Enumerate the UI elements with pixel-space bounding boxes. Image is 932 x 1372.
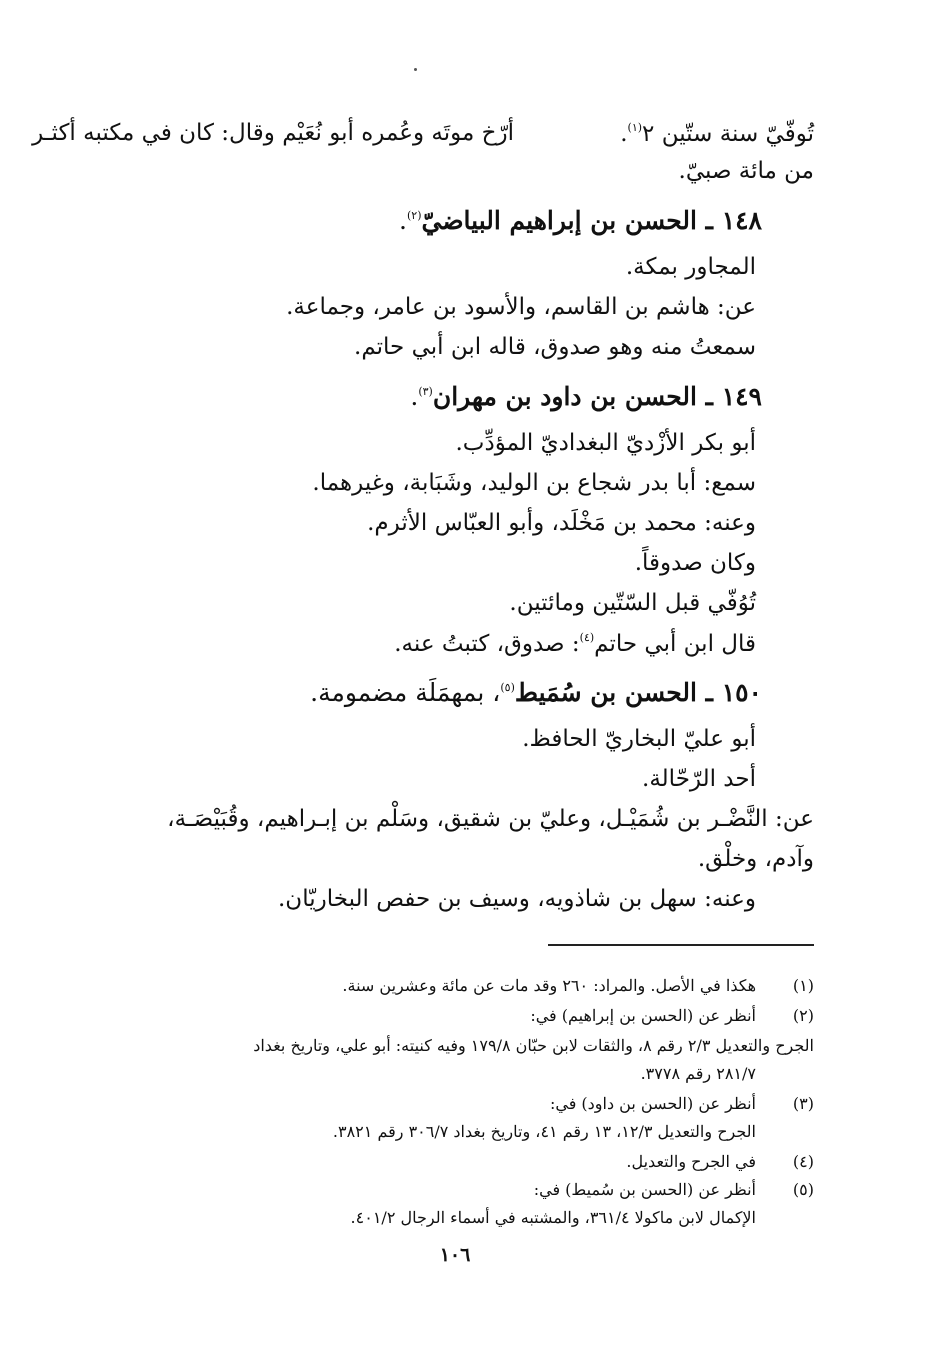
footnote-ref: (٣)	[418, 385, 433, 398]
footnote-ref: (٢)	[406, 209, 422, 222]
heading-text: ١٤٩ ـ الحسن بن داود بن مهران	[432, 382, 762, 411]
text-line: من مائة صبيّ.	[678, 158, 814, 184]
heading-text: .	[399, 206, 407, 235]
footnote-number: (٣)	[792, 1094, 814, 1113]
text-line: أبو بكر الأزْديّ البغداديّ المؤدِّب.	[455, 430, 756, 456]
heading-text: ، بمهمَلَة مضمومة.	[310, 678, 501, 707]
footnote-line: أنظر عن (الحسن بن إبراهيم) في:	[530, 1006, 756, 1025]
text-run: تُوفّيّ سنة ستّين ٢	[642, 121, 814, 147]
text-run: .	[620, 121, 628, 147]
heading-text: ١٥٠ ـ الحسن بن سُمَيط	[514, 678, 762, 707]
text-line: تُوُفّي قبل السّتّين ومائتين.	[509, 590, 756, 616]
text-line: أحد الرّحّالة.	[642, 766, 756, 792]
footnote-line: أنظر عن (الحسن بن داود) في:	[549, 1094, 756, 1113]
text-line: أبو عليّ البخاريّ الحافظ.	[522, 726, 756, 752]
heading-text: .	[410, 382, 419, 411]
text-run: : صدوق، كتبتُ عنه.	[394, 631, 580, 657]
text-run: قال ابن أبي حاتم	[594, 631, 756, 657]
text-line: عن: النَّضْـر بن شُمَيْـل، وعليّ بن شقيق، وسَلْم بن إبـراهيم، وقُبَيْصَـة،	[167, 806, 814, 832]
footnote-line: أنظر عن (الحسن بن سُميط) في:	[533, 1180, 756, 1199]
footnote-ref: (٥)	[500, 681, 515, 694]
speck	[414, 68, 417, 71]
text-line: وكان صدوقاً.	[634, 550, 756, 576]
text-line: وآدم، وخلْق.	[697, 846, 814, 872]
entry-heading	[310, 680, 762, 705]
text-line: أرّخ موتَه وعُمره أبو نُعَيْم وقال: كان في مكتبه أكثـر	[32, 120, 514, 146]
footnote-line: الجرح والتعديل ٢/٣ رقم ٨، والثقات لابن حبّان ١٧٩/٨ وفيه كنيته: أبو علي، وتاريخ بغداد	[253, 1036, 814, 1055]
footnote-number: (٤)	[792, 1152, 814, 1171]
footnote-line: ٢٨١/٧ رقم ٣٧٧٨.	[640, 1064, 756, 1083]
text-line: وعنه: محمد بن مَخْلَد، وأبو العبّاس الأثرم.	[367, 510, 756, 536]
heading-text: ١٤٨ ـ الحسن بن إبراهيم البياضيّ	[421, 206, 762, 235]
footnote-line: في الجرح والتعديل.	[626, 1152, 756, 1171]
text-line: عن: هاشم بن القاسم، والأسود بن عامر، وجماعة.	[286, 294, 756, 320]
footnote-number: (٢)	[792, 1006, 814, 1025]
text-line	[394, 632, 756, 656]
footnote-number: (١)	[792, 976, 814, 995]
footnote-line: الإكمال لابن ماكولا ٣٦١/٤، والمشتبه في أسماء الرجال ٤٠١/٢.	[350, 1208, 756, 1227]
text-line: سمعتُ منه وهو صدوق، قاله ابن أبي حاتم.	[354, 334, 756, 360]
text-line: سمع: أبا بدر شجاع بن الوليد، وشَبَابة، وغيرهما.	[312, 470, 756, 496]
text-line	[620, 122, 814, 146]
footnote-line: هكذا في الأصل. والمراد: ٢٦٠ وقد مات عن مائة وعشرين سنة.	[342, 976, 756, 995]
footnote-separator	[548, 944, 814, 946]
footnote-ref: (١)	[627, 121, 643, 134]
text-line: وعنه: سهل بن شاذويه، وسيف بن حفص البخاريّان.	[278, 886, 756, 912]
page-number: ١٠٦	[439, 1244, 471, 1266]
entry-heading	[410, 384, 762, 409]
entry-heading	[399, 208, 762, 233]
footnote-line: الجرح والتعديل ١٢/٣، ١٣ رقم ٤١، وتاريخ بغداد ٣٠٦/٧ رقم ٣٨٢١.	[332, 1122, 756, 1141]
footnote-ref: (٤)	[579, 631, 595, 644]
text-line: المجاور بمكة.	[625, 254, 756, 280]
footnote-number: (٥)	[792, 1180, 814, 1199]
